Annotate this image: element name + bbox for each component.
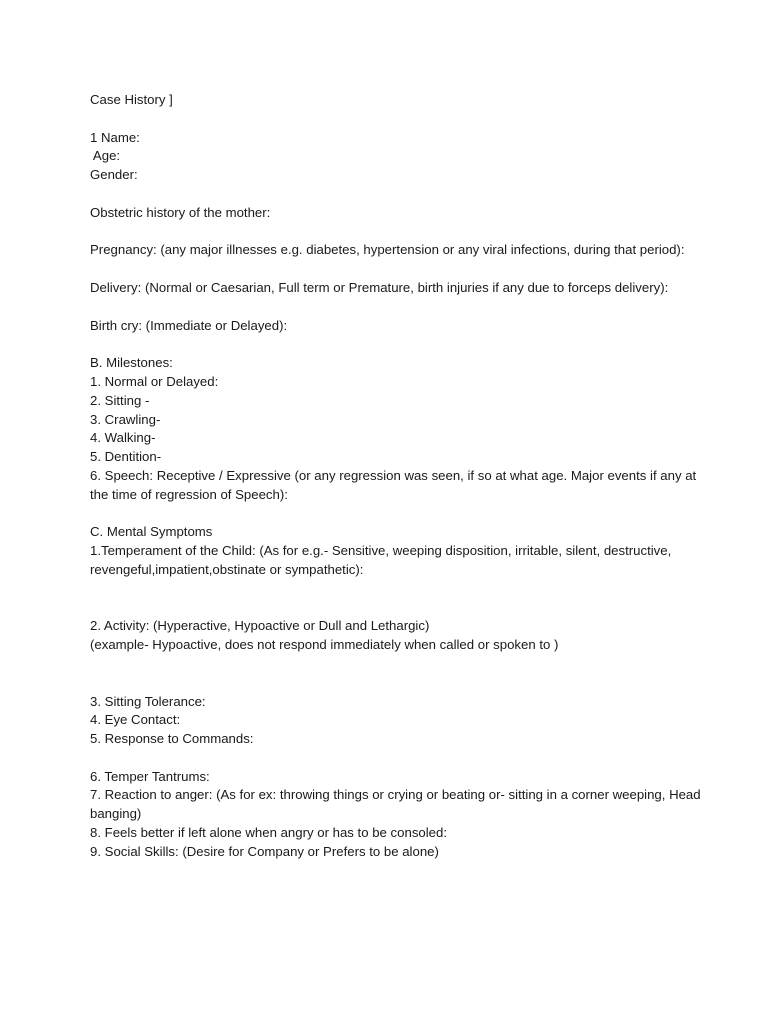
temperament-question: 1.Temperament of the Child: (As for e.g.- Sensitive, weeping disposition, irritable, silent, destructive, revengeful,impatient,obstinate or sympathetic):: [90, 543, 672, 577]
document-body: [90, 91, 710, 862]
mental-item: 7. Reaction to anger: (As for ex: throwing things or crying or beating or- sitting in a corner weeping, Head banging): [90, 787, 701, 822]
milestones-heading: B. Milestones:: [90, 355, 173, 371]
pregnancy-question: Pregnancy: (any major illnesses e.g. diabetes, hypertension or any viral infections, during that period):: [90, 242, 685, 258]
milestone-item: 1. Normal or Delayed:: [90, 373, 219, 389]
mental-item: 6. Temper Tantrums:: [90, 768, 210, 784]
obstetric-heading: Obstetric history of the mother:: [90, 204, 271, 220]
mental-item: 4. Eye Contact:: [90, 712, 181, 728]
mental-item: 5. Response to Commands:: [90, 731, 254, 747]
milestone-item: 5. Dentition-: [90, 449, 162, 465]
milestone-item: 6. Speech: Receptive / Expressive (or any regression was seen, if so at what age. Major events if any at the time of regression of Speech):: [90, 467, 697, 502]
milestone-item: 3. Crawling-: [90, 411, 161, 427]
mental-symptoms-heading: C. Mental Symptoms: [90, 524, 213, 540]
birth-cry-question: Birth cry: (Immediate or Delayed):: [90, 317, 288, 333]
mental-item: 8. Feels better if left alone when angry or has to be consoled:: [90, 825, 448, 841]
mental-item: 9. Social Skills: (Desire for Company or Prefers to be alone): [90, 843, 439, 859]
milestone-item: 2. Sitting -: [90, 392, 150, 408]
mental-item: 3. Sitting Tolerance:: [90, 693, 206, 709]
age-field-label: Age:: [90, 148, 121, 164]
activity-example: (example- Hypoactive, does not respond immediately when called or spoken to ): [90, 637, 559, 653]
name-field-label: 1 Name:: [90, 129, 140, 145]
delivery-question: Delivery: (Normal or Caesarian, Full term or Premature, birth injuries if any due to forceps delivery):: [90, 279, 669, 295]
document-title: Case History ]: [90, 92, 173, 107]
activity-question: 2. Activity: (Hyperactive, Hypoactive or Dull and Lethargic): [90, 618, 430, 634]
gender-field-label: Gender:: [90, 167, 138, 183]
milestone-item: 4. Walking-: [90, 430, 156, 446]
